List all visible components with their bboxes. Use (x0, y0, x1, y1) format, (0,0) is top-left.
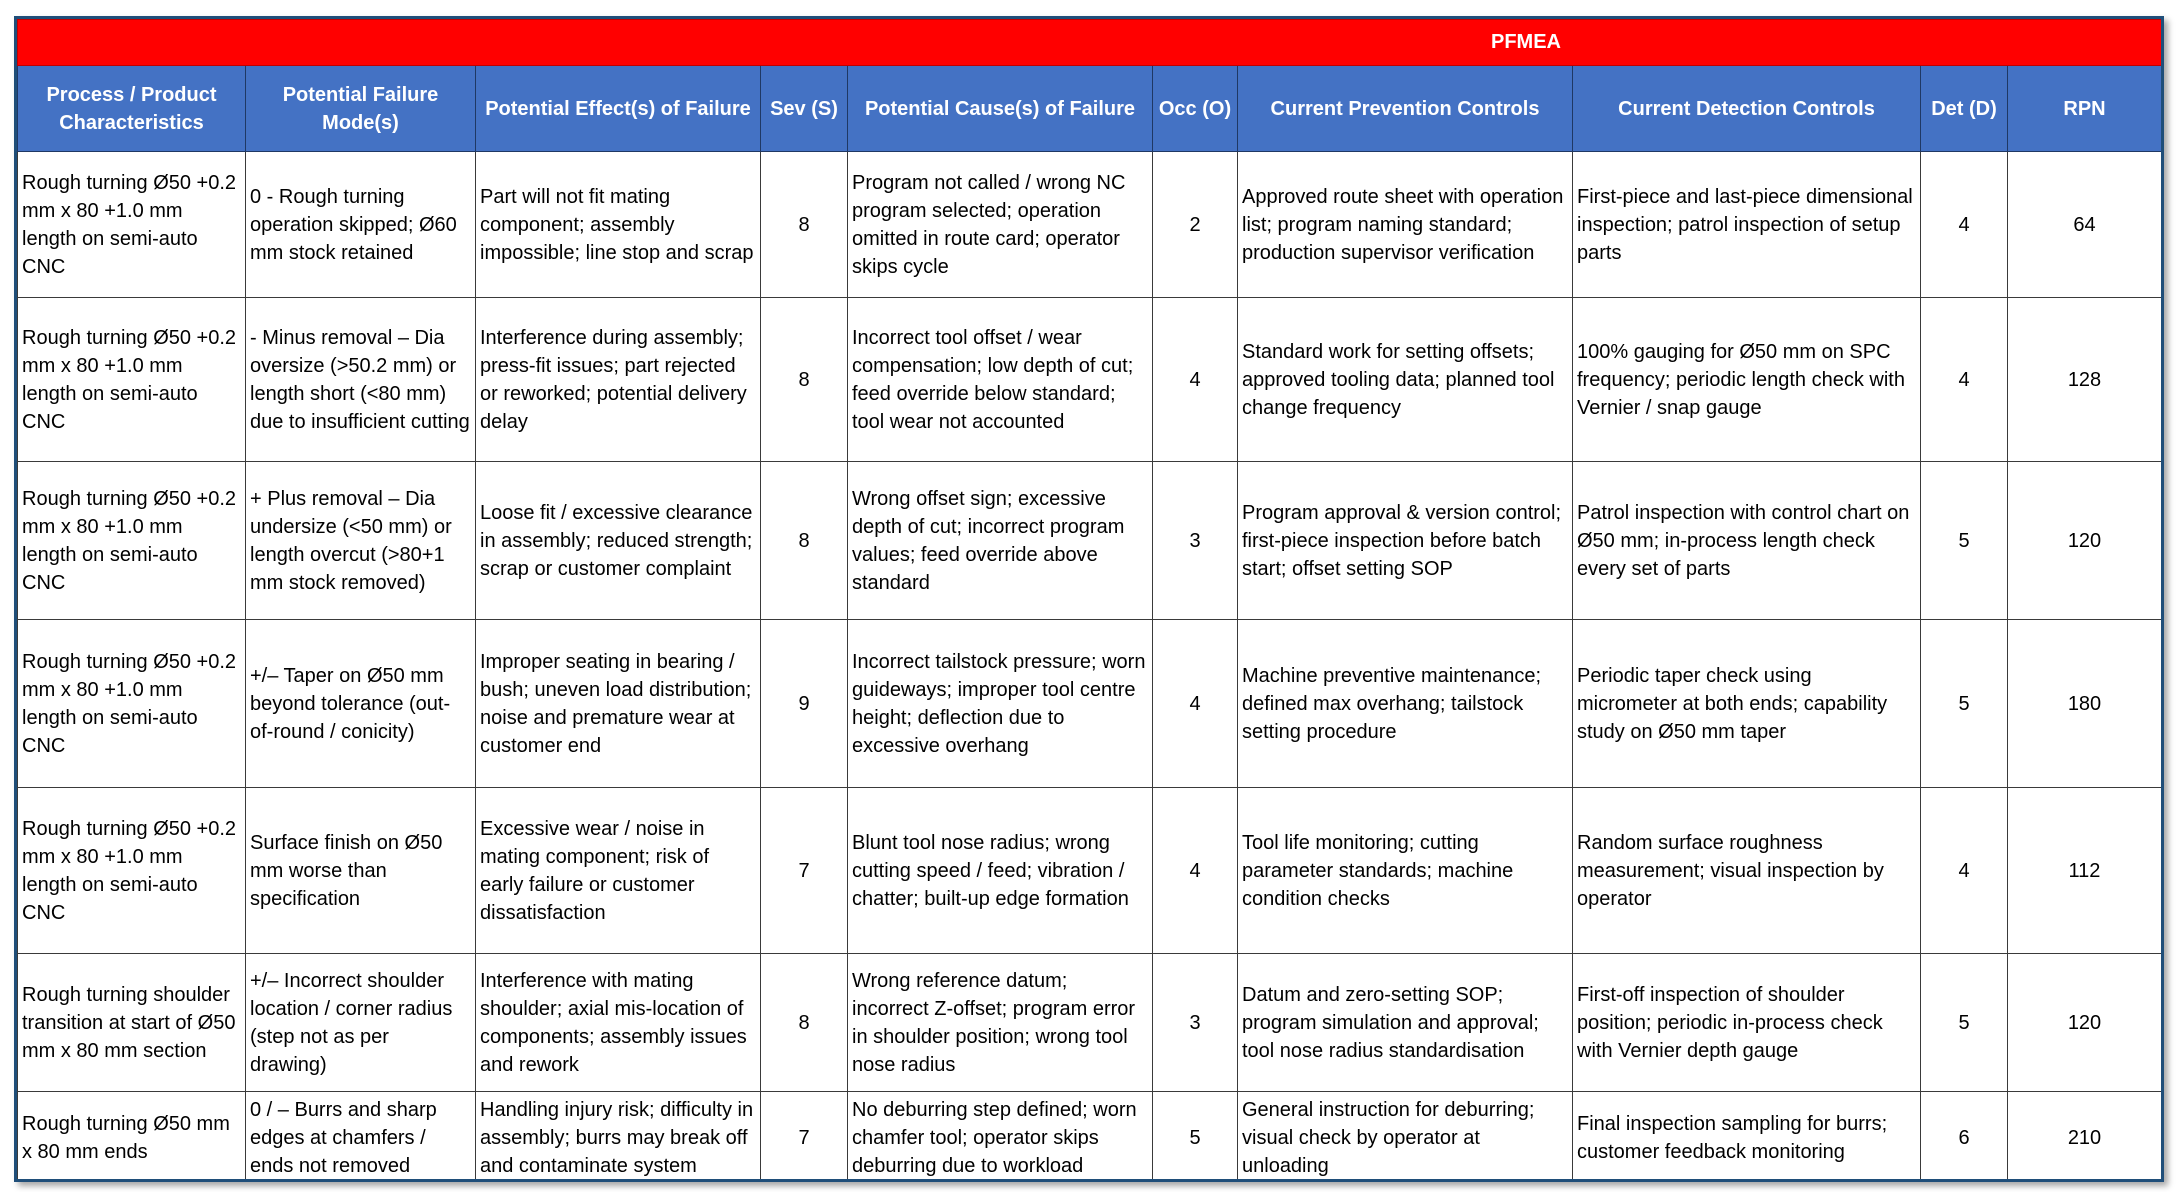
cell-effects: Improper seating in bearing / bush; uneven load distribution; noise and premature wear at customer end (476, 620, 761, 788)
table-row (18, 462, 2162, 620)
cell-process: Rough turning Ø50 +0.2 mm x 80 +1.0 mm length on semi-auto CNC (18, 788, 246, 954)
cell-sev: 8 (761, 462, 848, 620)
cell-causes: Blunt tool nose radius; wrong cutting speed / feed; vibration / chatter; built-up edge formation (848, 788, 1153, 954)
cell-causes: Incorrect tailstock pressure; worn guideways; improper tool centre height; deflection due to excessive overhang (848, 620, 1153, 788)
cell-occ: 4 (1153, 788, 1238, 954)
cell-prevention: Approved route sheet with operation list; program naming standard; production supervisor verification (1238, 152, 1573, 298)
table-row (18, 788, 2162, 954)
header-effects: Potential Effect(s) of Failure (476, 66, 761, 152)
cell-causes: No deburring step defined; worn chamfer tool; operator skips deburring due to workload (848, 1092, 1153, 1183)
cell-detection: First-piece and last-piece dimensional inspection; patrol inspection of setup parts (1573, 152, 1921, 298)
cell-failure-mode: + Plus removal – Dia undersize (<50 mm) or length overcut (>80+1 mm stock removed) (246, 462, 476, 620)
header-sev: Sev (S) (761, 66, 848, 152)
header-row (18, 66, 2162, 152)
cell-failure-mode: +/– Incorrect shoulder location / corner radius (step not as per drawing) (246, 954, 476, 1092)
cell-sev: 7 (761, 1092, 848, 1183)
cell-rpn: 120 (2008, 462, 2162, 620)
cell-failure-mode: 0 / – Burrs and sharp edges at chamfers / ends not removed (246, 1092, 476, 1183)
title-row (18, 20, 2162, 66)
cell-det: 4 (1921, 152, 2008, 298)
cell-occ: 4 (1153, 620, 1238, 788)
cell-sev: 8 (761, 152, 848, 298)
cell-rpn: 128 (2008, 298, 2162, 462)
cell-rpn: 210 (2008, 1092, 2162, 1183)
cell-failure-mode: Surface finish on Ø50 mm worse than specification (246, 788, 476, 954)
cell-occ: 3 (1153, 954, 1238, 1092)
cell-det: 4 (1921, 298, 2008, 462)
header-causes: Potential Cause(s) of Failure (848, 66, 1153, 152)
cell-rpn: 64 (2008, 152, 2162, 298)
pfmea-sheet (14, 16, 2164, 1182)
header-rpn: RPN (2008, 66, 2162, 152)
cell-effects: Interference with mating shoulder; axial mis-location of components; assembly issues and rework (476, 954, 761, 1092)
cell-causes: Program not called / wrong NC program selected; operation omitted in route card; operator skips cycle (848, 152, 1153, 298)
cell-failure-mode: - Minus removal – Dia oversize (>50.2 mm) or length short (<80 mm) due to insufficient cutting (246, 298, 476, 462)
cell-sev: 8 (761, 298, 848, 462)
cell-det: 6 (1921, 1092, 2008, 1183)
header-prevention: Current Prevention Controls (1238, 66, 1573, 152)
cell-rpn: 112 (2008, 788, 2162, 954)
cell-det: 5 (1921, 462, 2008, 620)
cell-causes: Wrong offset sign; excessive depth of cut; incorrect program values; feed override above standard (848, 462, 1153, 620)
cell-sev: 7 (761, 788, 848, 954)
cell-effects: Loose fit / excessive clearance in assembly; reduced strength; scrap or customer complaint (476, 462, 761, 620)
cell-process: Rough turning Ø50 +0.2 mm x 80 +1.0 mm length on semi-auto CNC (18, 298, 246, 462)
header-det: Det (D) (1921, 66, 2008, 152)
cell-detection: First-off inspection of shoulder position; periodic in-process check with Vernier depth gauge (1573, 954, 1921, 1092)
cell-occ: 2 (1153, 152, 1238, 298)
cell-prevention: Standard work for setting offsets; approved tooling data; planned tool change frequency (1238, 298, 1573, 462)
cell-effects: Interference during assembly; press-fit issues; part rejected or reworked; potential delivery delay (476, 298, 761, 462)
cell-detection: Random surface roughness measurement; visual inspection by operator (1573, 788, 1921, 954)
cell-occ: 5 (1153, 1092, 1238, 1183)
cell-detection: Final inspection sampling for burrs; customer feedback monitoring (1573, 1092, 1921, 1183)
table-title: PFMEA (18, 20, 2162, 66)
header-process: Process / Product Characteristics (18, 66, 246, 152)
cell-effects: Excessive wear / noise in mating component; risk of early failure or customer dissatisfaction (476, 788, 761, 954)
cell-causes: Wrong reference datum; incorrect Z-offset; program error in shoulder position; wrong tool nose radius (848, 954, 1153, 1092)
cell-prevention: Tool life monitoring; cutting parameter standards; machine condition checks (1238, 788, 1573, 954)
cell-sev: 8 (761, 954, 848, 1092)
header-failure-mode: Potential Failure Mode(s) (246, 66, 476, 152)
cell-sev: 9 (761, 620, 848, 788)
cell-process: Rough turning Ø50 +0.2 mm x 80 +1.0 mm length on semi-auto CNC (18, 152, 246, 298)
cell-prevention: Datum and zero-setting SOP; program simulation and approval; tool nose radius standardisation (1238, 954, 1573, 1092)
table-row (18, 1092, 2162, 1183)
pfmea-table (17, 19, 2162, 1182)
cell-prevention: Machine preventive maintenance; defined max overhang; tailstock setting procedure (1238, 620, 1573, 788)
cell-detection: Periodic taper check using micrometer at both ends; capability study on Ø50 mm taper (1573, 620, 1921, 788)
cell-effects: Part will not fit mating component; assembly impossible; line stop and scrap (476, 152, 761, 298)
table-row (18, 620, 2162, 788)
cell-det: 5 (1921, 620, 2008, 788)
cell-rpn: 120 (2008, 954, 2162, 1092)
header-detection: Current Detection Controls (1573, 66, 1921, 152)
cell-process: Rough turning shoulder transition at start of Ø50 mm x 80 mm section (18, 954, 246, 1092)
cell-prevention: Program approval & version control; first-piece inspection before batch start; offset setting SOP (1238, 462, 1573, 620)
cell-occ: 3 (1153, 462, 1238, 620)
table-row (18, 298, 2162, 462)
cell-occ: 4 (1153, 298, 1238, 462)
cell-process: Rough turning Ø50 +0.2 mm x 80 +1.0 mm length on semi-auto CNC (18, 462, 246, 620)
cell-causes: Incorrect tool offset / wear compensation; low depth of cut; feed override below standard; tool wear not accounted (848, 298, 1153, 462)
cell-process: Rough turning Ø50 +0.2 mm x 80 +1.0 mm length on semi-auto CNC (18, 620, 246, 788)
cell-process: Rough turning Ø50 mm x 80 mm ends (18, 1092, 246, 1183)
cell-detection: Patrol inspection with control chart on Ø50 mm; in-process length check every set of parts (1573, 462, 1921, 620)
cell-prevention: General instruction for deburring; visual check by operator at unloading (1238, 1092, 1573, 1183)
cell-det: 4 (1921, 788, 2008, 954)
table-row (18, 152, 2162, 298)
cell-detection: 100% gauging for Ø50 mm on SPC frequency; periodic length check with Vernier / snap gauge (1573, 298, 1921, 462)
cell-failure-mode: 0 - Rough turning operation skipped; Ø60 mm stock retained (246, 152, 476, 298)
cell-effects: Handling injury risk; difficulty in assembly; burrs may break off and contaminate system (476, 1092, 761, 1183)
cell-rpn: 180 (2008, 620, 2162, 788)
cell-failure-mode: +/– Taper on Ø50 mm beyond tolerance (out-of-round / conicity) (246, 620, 476, 788)
header-occ: Occ (O) (1153, 66, 1238, 152)
table-row (18, 954, 2162, 1092)
cell-det: 5 (1921, 954, 2008, 1092)
